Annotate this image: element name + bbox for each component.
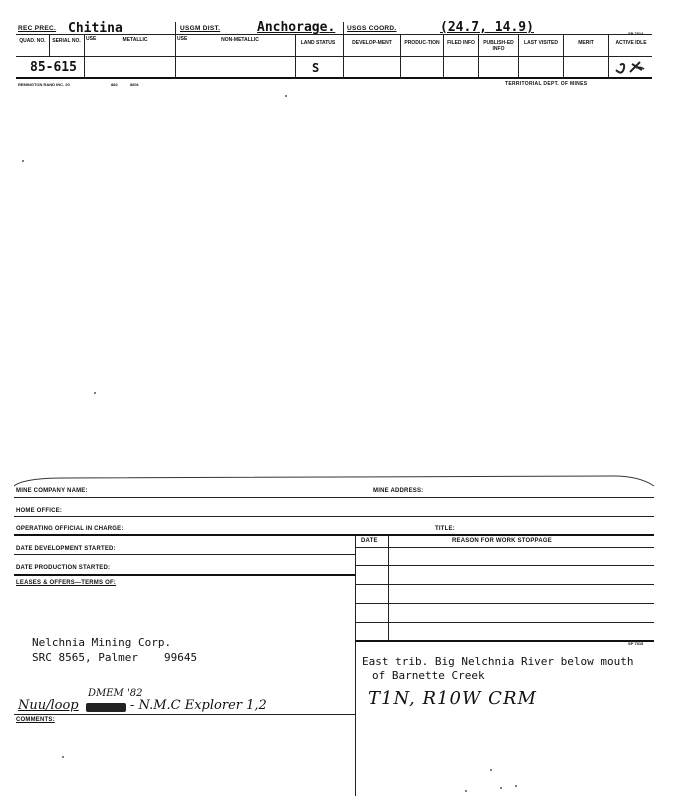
header-quad-no: QUAD. NO. [19, 38, 46, 44]
company-line-1: Nelchnia Mining Corp. [32, 636, 172, 649]
footer-code-2: 8801 [130, 82, 139, 87]
reason-header: REASON FOR WORK STOPPAGE [452, 538, 552, 544]
rec-prec-label: REC PREC. [18, 25, 57, 32]
active-idle-marks-icon [610, 56, 650, 78]
usgm-dist-value: Anchorage. [257, 20, 336, 35]
leases-label: LEASES & OFFERS—TERMS OF: [16, 580, 117, 586]
rec-prec-value: Chitina [68, 21, 123, 36]
comments-label: COMMENTS: [16, 717, 55, 723]
header-development: DEVELOP-MENT [352, 40, 392, 46]
usgs-coord-label: USGS COORD. [347, 25, 397, 32]
footer-code-1: 882 [111, 82, 118, 87]
footer-left: REMINGTON RAND INC. 20 [18, 82, 70, 87]
home-office-label: HOME OFFICE: [16, 508, 63, 514]
location-line-1: East trib. Big Nelchnia River below mouth [362, 655, 634, 668]
date-header: DATE [361, 538, 378, 544]
usgm-dist-label: USGM DIST. [180, 25, 221, 32]
mine-address-label: MINE ADDRESS: [373, 488, 424, 494]
handwritten-location: T1N, R10W CRM [368, 688, 537, 709]
header-last-visited: LAST VISITED [524, 40, 558, 46]
mine-company-label: MINE COMPANY NAME: [16, 488, 88, 494]
location-line-2: of Barnette Creek [372, 669, 485, 682]
handwritten-note-top: DMEM '82 [88, 688, 143, 699]
header-production: PRODUC-TION [404, 40, 440, 46]
handwritten-note-rest: - N.M.C Explorer 1,2 [130, 698, 267, 713]
company-zip: 99645 [164, 651, 198, 664]
prod-started-label: DATE PRODUCTION STARTED: [16, 565, 111, 571]
redacted-mark [86, 703, 126, 712]
header-metallic: METALLIC [122, 37, 148, 43]
operating-official-label: OPERATING OFFICIAL IN CHARGE: [16, 526, 124, 532]
land-status-value: S [312, 61, 320, 75]
header-published-info: PUBLISH-ED INFO [483, 40, 514, 52]
form-number-bottom: SP 7515 [628, 641, 644, 646]
title-label: TITLE: [435, 526, 455, 532]
header-use-metallic: USE [86, 36, 97, 42]
header-serial-no: SERIAL NO. [52, 38, 81, 44]
header-filed-info: FILED INFO [447, 40, 475, 46]
header-merit: MERIT [578, 40, 594, 46]
usgs-coord-value: (24.7, 14.9) [440, 20, 534, 35]
handwritten-note-prefix: Nuu/loop [18, 698, 79, 713]
header-active-idle: ACTIVE IDLE [615, 40, 647, 46]
footer-right: TERRITORIAL DEPT. OF MINES [505, 81, 588, 87]
company-line-2: SRC 8565, Palmer [32, 651, 138, 664]
header-non-metallic: NON-METALLIC [221, 37, 259, 43]
dev-started-label: DATE DEVELOPMENT STARTED: [16, 546, 116, 552]
header-use-non-metallic: USE [177, 36, 188, 42]
quad-serial-value: 85-615 [30, 60, 77, 75]
card-edge-decoration [14, 472, 656, 490]
form-number-top: SP 7514 [628, 31, 644, 36]
header-land-status: LAND STATUS [300, 40, 336, 46]
